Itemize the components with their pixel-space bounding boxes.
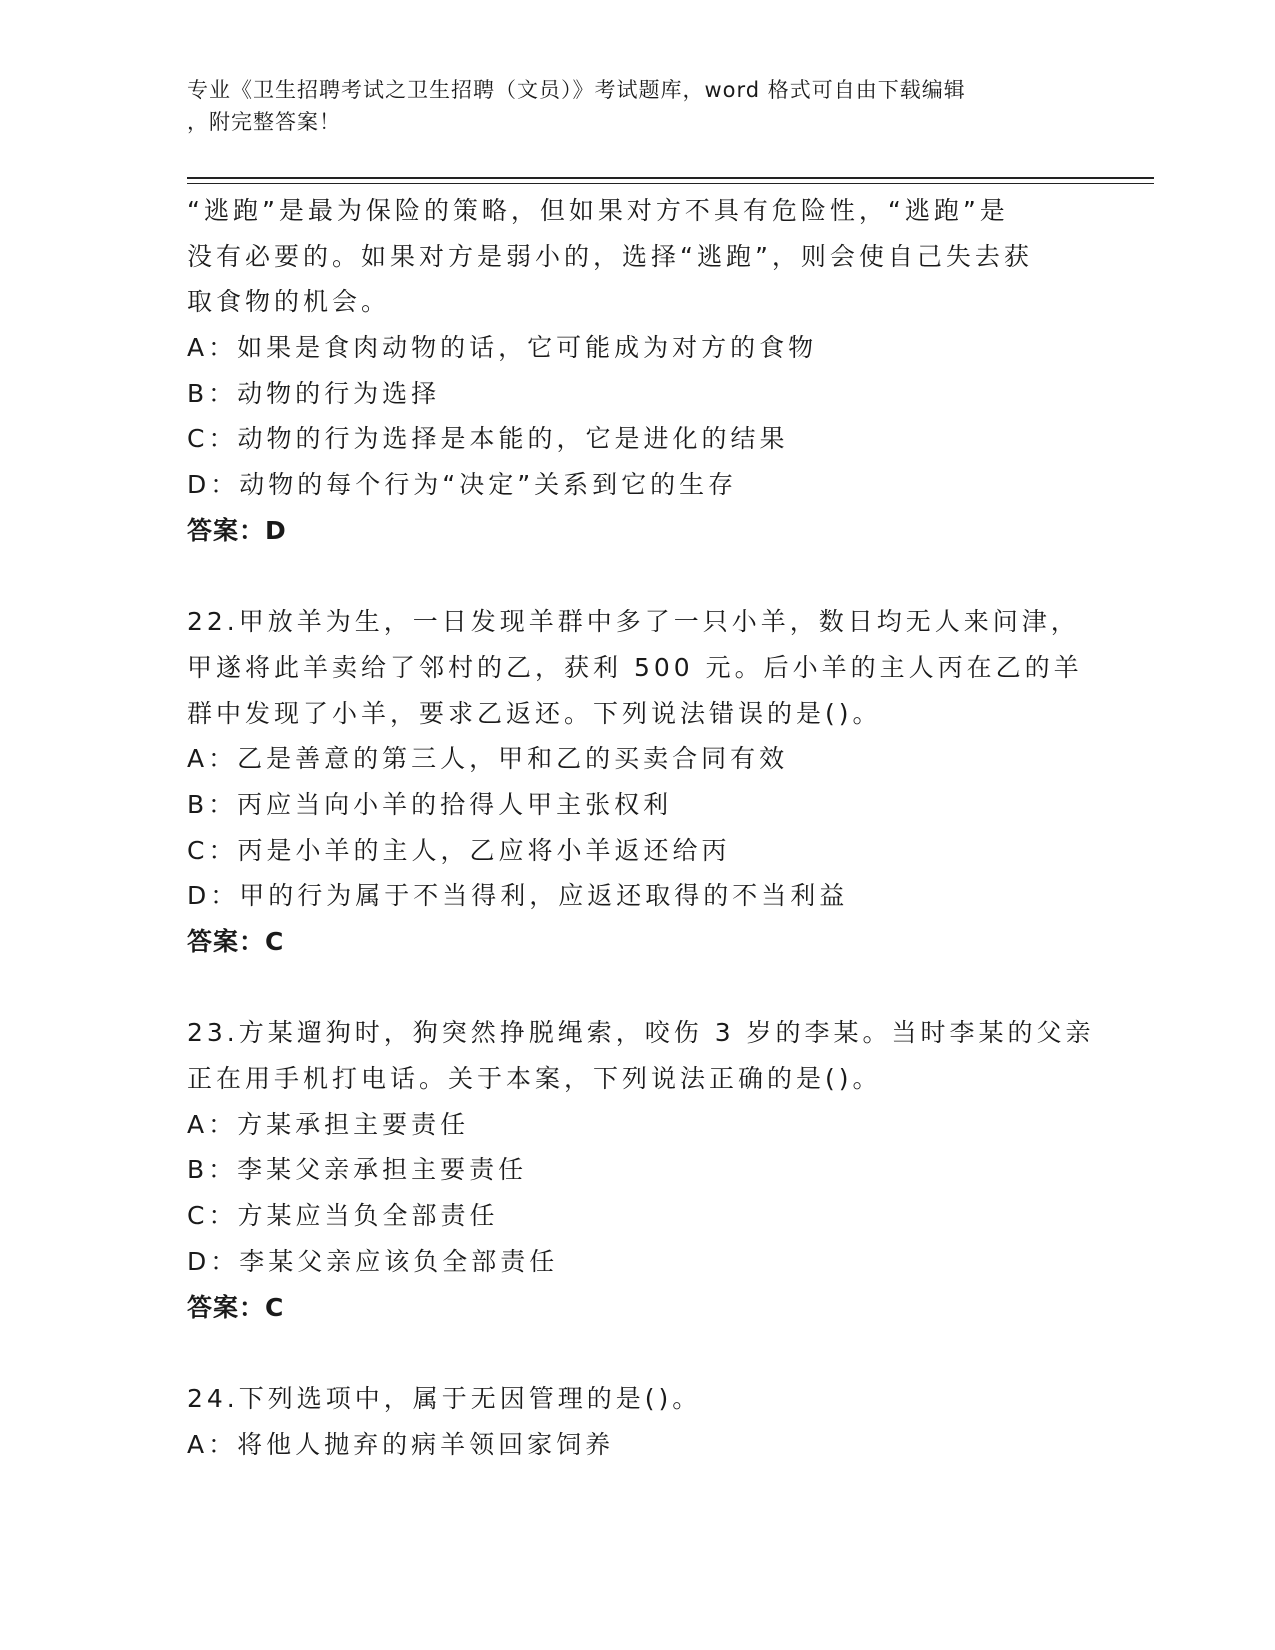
- option-c: C：丙是小羊的主人，乙应将小羊返还给丙: [187, 835, 731, 865]
- question-22: [187, 599, 1087, 965]
- question-stem-line: 甲遂将此羊卖给了邻村的乙，获利 500 元。后小羊的主人丙在乙的羊: [187, 652, 1083, 682]
- question-stem-line: “逃跑”是最为保险的策略，但如果对方不具有危险性，“逃跑”是: [187, 196, 1009, 225]
- option-c: C：方某应当负全部责任: [187, 1201, 499, 1231]
- option-a: A：方某承担主要责任: [187, 1109, 470, 1139]
- option-a: A：将他人抛弃的病羊领回家饲养: [187, 1429, 615, 1459]
- question-stem-line: 群中发现了小羊，要求乙返还。下列说法错误的是()。: [187, 698, 882, 728]
- spacer: [187, 965, 1087, 1011]
- option-a: A：乙是善意的第三人，甲和乙的买卖合同有效: [187, 744, 789, 774]
- answer-line: 答案：D: [187, 515, 287, 545]
- page-header: [187, 74, 1067, 138]
- option-a: A：如果是食肉动物的话，它可能成为对方的食物: [187, 333, 818, 363]
- answer-line: 答案：C: [187, 927, 285, 956]
- question-stem-line: 没有必要的。如果对方是弱小的，选择“逃跑”，则会使自己失去获: [187, 241, 1033, 271]
- question-24: [187, 1376, 1087, 1467]
- header-title-line-1: 专业《卫生招聘考试之卫生招聘（文员）》考试题库，word 格式可自由下载编辑: [187, 78, 966, 102]
- question-stem-line: 23.方某遛狗时，狗突然挣脱绳索，咬伤 3 岁的李某。当时李某的父亲: [187, 1018, 1095, 1048]
- option-b: B：动物的行为选择: [187, 378, 441, 408]
- option-b: B：李某父亲承担主要责任: [187, 1155, 528, 1185]
- question-23: [187, 1010, 1095, 1330]
- question-stem-line: 正在用手机打电话。关于本案，下列说法正确的是()。: [187, 1064, 882, 1094]
- header-divider-thin: [187, 183, 1154, 184]
- question-list: [187, 188, 1095, 1467]
- question-stem-line: 24.下列选项中，属于无因管理的是()。: [187, 1383, 702, 1413]
- question-stem-line: 22.甲放羊为生，一日发现羊群中多了一只小羊，数日均无人来问津，: [187, 607, 1080, 637]
- option-d: D：动物的每个行为“决定”关系到它的生存: [187, 470, 738, 500]
- spacer: [187, 554, 1087, 600]
- option-d: D：甲的行为属于不当得利，应返还取得的不当利益: [187, 881, 849, 911]
- option-b: B：丙应当向小羊的拾得人甲主张权利: [187, 789, 673, 819]
- header-title-line-2: ，附完整答案！: [187, 110, 341, 134]
- option-c: C：动物的行为选择是本能的，它是进化的结果: [187, 424, 789, 454]
- option-d: D：李某父亲应该负全部责任: [187, 1246, 559, 1276]
- spacer: [187, 1330, 1087, 1376]
- answer-line: 答案：C: [187, 1292, 285, 1322]
- question-21: [187, 188, 1087, 554]
- header-divider-thick: [187, 177, 1154, 179]
- question-stem-line: 取食物的机会。: [187, 287, 391, 317]
